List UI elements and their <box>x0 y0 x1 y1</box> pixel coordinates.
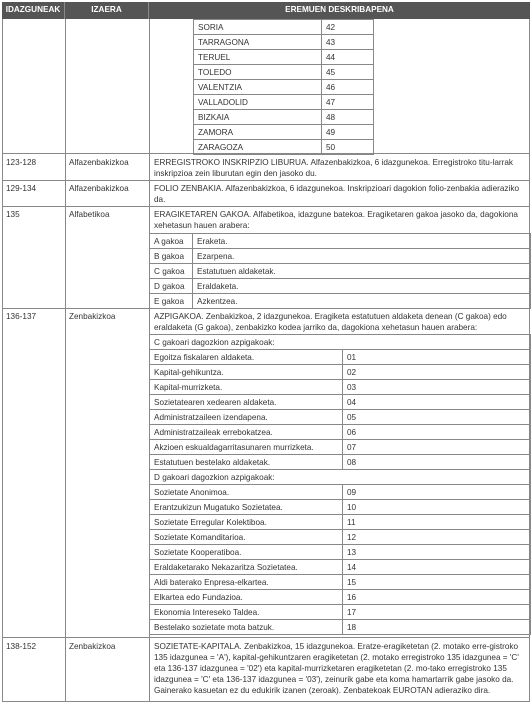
row-divider <box>2 153 530 154</box>
key-code: B gakoa <box>150 249 193 264</box>
subkey-code: 14 <box>343 560 531 575</box>
subkey-label: Egoitza fiskalaren aldaketa. <box>150 350 343 365</box>
province-code: 48 <box>322 110 374 125</box>
table-row <box>150 485 531 500</box>
subkey-label: Sozietatearen xedearen aldaketa. <box>150 395 343 410</box>
row-description: FOLIO ZENBAKIA. Alfazenbakizkoa, 6 idazgunekoa. Inskripzioari dagokion folio-zenbakia adieraziko da. <box>154 184 519 204</box>
table-row <box>150 470 531 485</box>
subkey-code: 08 <box>343 455 531 470</box>
row-position: 138-152 <box>6 642 37 651</box>
row-description: SOZIETATE-KAPITALA. Zenbakizkoa, 15 idazgunekoa. Eratze-eragiketetan (2. motako erre-gistroko 135 idazgunea = 'A'), kapital-gehikuntzaren eragiketetan (2. motako erregistroko 135 idazgunea = 'C' eta 136-137 idazgunea = '02') eta kapital-murrizketaren eragiketetan (2. mo-tako erregistroko 135 idazgunea = 'C' eta 136-137 idazgunea = '03'), zeinurik gabe eta koma hamartarrik gabe jasoko da. Gainerako kasuetan ez du edukirik izanen (zeroak). Zenbatekoak EUROTAN adieraziko dira. <box>154 642 519 695</box>
subkey-label: Bestelako sozietate mota batzuk. <box>150 620 343 635</box>
subkey-code: 11 <box>343 515 531 530</box>
row-type: Zenbakizkoa <box>69 642 116 651</box>
subkey-label: Sozietate Anonimoa. <box>150 485 343 500</box>
subkey-label: Akzioen eskualdagarritasunaren murrizketa. <box>150 440 343 455</box>
table-row <box>150 455 531 470</box>
subkey-label: Elkartea edo Fundazioa. <box>150 590 343 605</box>
subkey-label: Sozietate Komanditarioa. <box>150 530 343 545</box>
table-row <box>150 545 531 560</box>
province-name: BIZKAIA <box>194 110 322 125</box>
province-name: TERUEL <box>194 50 322 65</box>
province-code: 47 <box>322 95 374 110</box>
table-row <box>150 590 531 605</box>
table-row <box>150 530 531 545</box>
row-position: 123-128 <box>6 158 37 167</box>
row-position: 129-134 <box>6 184 37 193</box>
province-name: TOLEDO <box>194 65 322 80</box>
key-meaning: Eraldaketa. <box>193 279 531 294</box>
key-meaning: Azkentzea. <box>193 294 531 309</box>
table-row <box>150 294 531 309</box>
subkey-label: Erantzukizun Mugatuko Sozietatea. <box>150 500 343 515</box>
subkey-code: 06 <box>343 425 531 440</box>
subkey-label: Kapital-gehikuntza. <box>150 365 343 380</box>
subkey-label: Sozietate Erregular Kolektiboa. <box>150 515 343 530</box>
table-row <box>194 125 374 140</box>
row-position: 135 <box>6 210 20 219</box>
subkey-label: Estatutuen bestelako aldaketak. <box>150 455 343 470</box>
table-row <box>150 620 531 635</box>
subkey-code: 07 <box>343 440 531 455</box>
province-code: 43 <box>322 35 374 50</box>
subkey-label: Kapital-murrizketa. <box>150 380 343 395</box>
province-name: ZARAGOZA <box>194 140 322 155</box>
key-code: E gakoa <box>150 294 193 309</box>
table-row <box>150 350 531 365</box>
table-row <box>194 65 374 80</box>
subkey-label: Administratzaileen izendapena. <box>150 410 343 425</box>
row-divider <box>2 206 530 207</box>
subkey-table <box>149 334 531 635</box>
province-name: SORIA <box>194 20 322 35</box>
table-row <box>150 365 531 380</box>
header-col-type: IZAERA <box>65 2 149 19</box>
key-meaning: Ezarpena. <box>193 249 531 264</box>
province-name: VALENTZIA <box>194 80 322 95</box>
subkey-code: 01 <box>343 350 531 365</box>
province-code: 42 <box>322 20 374 35</box>
operation-key-table <box>149 233 531 309</box>
table-row <box>150 410 531 425</box>
subkey-code: 16 <box>343 590 531 605</box>
key-code: C gakoa <box>150 264 193 279</box>
subkey-group-title: C gakoari dagozkion azpigakoak: <box>150 335 531 350</box>
province-code: 50 <box>322 140 374 155</box>
table-row <box>194 50 374 65</box>
row-divider <box>2 180 530 181</box>
table-row <box>150 515 531 530</box>
province-code: 44 <box>322 50 374 65</box>
subkey-label: Ekonomia Intereseko Taldea. <box>150 605 343 620</box>
key-meaning: Eraketa. <box>193 234 531 249</box>
table-row <box>194 20 374 35</box>
table-row <box>150 440 531 455</box>
table-row <box>150 605 531 620</box>
column-divider <box>65 19 66 702</box>
row-type: Zenbakizkoa <box>69 312 116 321</box>
header-col-description: EREMUEN DESKRIBAPENA <box>149 2 530 19</box>
row-position: 136-137 <box>6 312 37 321</box>
row-divider <box>2 637 530 638</box>
table-row <box>194 110 374 125</box>
row-description: AZPIGAKOA. Zenbakizkoa, 2 idazgunekoa. Eragiketa estatutuen aldaketa denean (C gakoa) edo eraldaketa (G gakoa), zenbakizko kodea jarriko da, dagokiona xehetasun hauen arabera: <box>154 312 507 332</box>
row-description: ERAGIKETAREN GAKOA. Alfabetikoa, idazgune batekoa. Eragiketaren gakoa jasoko da, dagokiona xehetasun hauen arabera: <box>154 210 518 230</box>
province-code: 46 <box>322 80 374 95</box>
province-name: TARRAGONA <box>194 35 322 50</box>
table-row <box>150 279 531 294</box>
subkey-code: 17 <box>343 605 531 620</box>
table-row <box>150 425 531 440</box>
subkey-code: 03 <box>343 380 531 395</box>
table-row <box>150 560 531 575</box>
table-row <box>150 395 531 410</box>
table-row <box>194 35 374 50</box>
row-type: Alfazenbakizkoa <box>69 158 129 167</box>
table-row <box>150 500 531 515</box>
table-row <box>194 80 374 95</box>
row-description: ERREGISTROKO INSKRIPZIO LIBURUA. Alfazenbakizkoa, 6 idazgunekoa. Erregistroko titu-larrak inskripzioa zein liburutan egin den jasoko du. <box>154 158 514 178</box>
subkey-label: Sozietate Kooperatiboa. <box>150 545 343 560</box>
subkey-code: 12 <box>343 530 531 545</box>
subkey-code: 05 <box>343 410 531 425</box>
row-type: Alfazenbakizkoa <box>69 184 129 193</box>
header-col-positions: IDAZGUNEAK <box>2 2 65 19</box>
subkey-code: 10 <box>343 500 531 515</box>
subkey-label: Eraldaketarako Nekazaritza Sozietatea. <box>150 560 343 575</box>
table-row <box>150 264 531 279</box>
key-code: A gakoa <box>150 234 193 249</box>
province-code: 45 <box>322 65 374 80</box>
province-code: 49 <box>322 125 374 140</box>
table-row <box>150 575 531 590</box>
subkey-code: 09 <box>343 485 531 500</box>
table-row <box>150 234 531 249</box>
table-row <box>194 95 374 110</box>
subkey-code: 13 <box>343 545 531 560</box>
table-row <box>150 249 531 264</box>
table-row <box>150 335 531 350</box>
subkey-group-title: D gakoari dagozkion azpigakoak: <box>150 470 531 485</box>
province-name: VALLADOLID <box>194 95 322 110</box>
subkey-code: 02 <box>343 365 531 380</box>
subkey-label: Aldi baterako Enpresa-elkartea. <box>150 575 343 590</box>
subkey-code: 04 <box>343 395 531 410</box>
subkey-label: Administratzaileak errebokatzea. <box>150 425 343 440</box>
subkey-code: 15 <box>343 575 531 590</box>
row-type: Alfabetikoa <box>69 210 110 219</box>
key-meaning: Estatutuen aldaketak. <box>193 264 531 279</box>
subkey-code: 18 <box>343 620 531 635</box>
province-name: ZAMORA <box>194 125 322 140</box>
province-code-table <box>193 19 374 155</box>
table-row <box>150 380 531 395</box>
key-code: D gakoa <box>150 279 193 294</box>
